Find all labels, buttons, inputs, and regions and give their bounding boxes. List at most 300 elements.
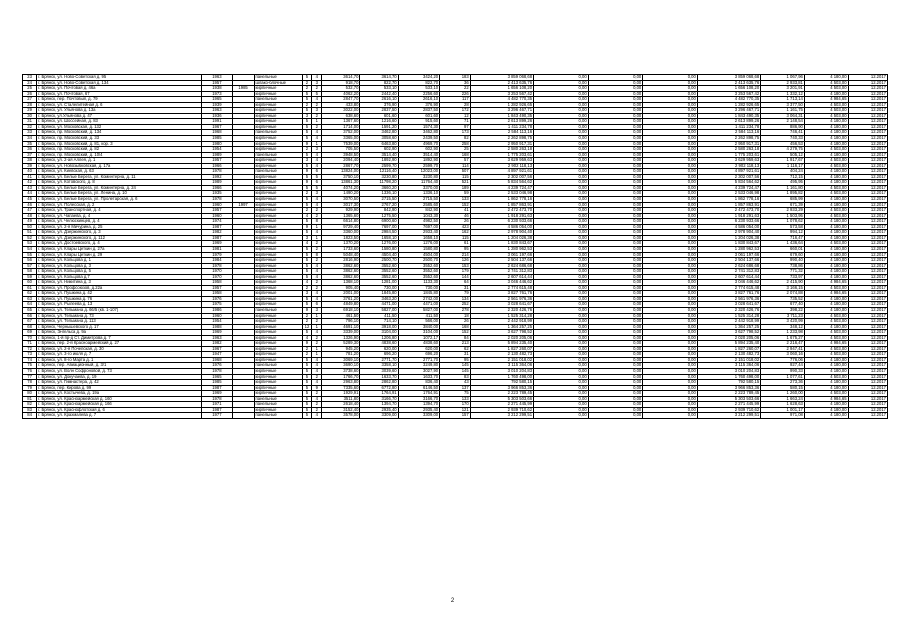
cell-entrances: 1: [312, 324, 322, 330]
cell-total-area: 433,80: [322, 102, 360, 108]
cell-year-built: 1976: [202, 296, 233, 302]
cell-total-cost: 792 580,15: [470, 380, 533, 386]
cell-owners-cost: 0,00: [643, 296, 698, 302]
cell-max-unit-cost: 4 180,00: [804, 402, 848, 408]
cell-budget-cost: 0,00: [588, 330, 643, 336]
cell-wall-material: кирпичные: [254, 158, 302, 164]
cell-year-built: 1989: [202, 180, 233, 186]
cell-row-number: 62: [23, 291, 37, 297]
cell-premises-area: 3358,10: [360, 363, 398, 369]
cell-premises-area: 714,10: [360, 319, 398, 325]
cell-wall-material: кирпичные: [254, 246, 302, 252]
cell-deadline: 12.2017: [848, 235, 887, 241]
cell-other-cost: 2 130 482,73: [697, 352, 760, 358]
cell-deadline: 12.2017: [848, 185, 887, 191]
cell-year-reconstruction: 1985: [232, 86, 254, 92]
cell-budget-cost: 0,00: [588, 380, 643, 386]
cell-max-unit-cost: 4 180,00: [804, 380, 848, 386]
cell-residential-area: 3370,00: [398, 185, 440, 191]
cell-deadline: 12.2017: [848, 75, 887, 81]
cell-deadline: 12.2017: [848, 352, 887, 358]
cell-fund-cost: 0,00: [534, 258, 589, 264]
cell-unit-cost: 660,01: [761, 246, 805, 252]
cell-budget-cost: 0,00: [588, 169, 643, 175]
cell-address: г. Брянск, пер. Почтовый, д. 79: [37, 97, 202, 103]
cell-deadline: 12.2017: [848, 202, 887, 208]
cell-residential-area: 730,00: [398, 285, 440, 291]
cell-total-cost: 1 830 843,67: [470, 241, 533, 247]
cell-deadline: 12.2017: [848, 380, 887, 386]
cell-row-number: 71: [23, 341, 37, 347]
cell-row-number: 54: [23, 246, 37, 252]
cell-deadline: 12.2017: [848, 147, 887, 153]
cell-residents-count: 145: [440, 363, 471, 369]
cell-other-cost: 3 629 959,63: [697, 158, 760, 164]
cell-residential-area: 5827,00: [398, 307, 440, 313]
cell-premises-area: 2442,40: [360, 91, 398, 97]
cell-deadline: 12.2017: [848, 413, 887, 419]
cell-premises-area: 3552,60: [360, 263, 398, 269]
cell-floors: 2: [302, 191, 312, 197]
cell-max-unit-cost: 4 503,00: [804, 191, 848, 197]
cell-floors: 5: [302, 385, 312, 391]
cell-residents-count: 95: [440, 357, 471, 363]
cell-max-unit-cost: 4 984,65: [804, 341, 848, 347]
cell-total-area: 1365,60: [322, 213, 360, 219]
cell-other-cost: 2 950 917,31: [697, 141, 760, 147]
cell-wall-material: панельные: [254, 169, 302, 175]
cell-row-number: 36: [23, 147, 37, 153]
cell-premises-area: 2599,70: [360, 163, 398, 169]
cell-total-cost: 2 624 686,68: [470, 263, 533, 269]
cell-total-cost: 2 774 615,48: [470, 285, 533, 291]
cell-deadline: 12.2017: [848, 224, 887, 230]
cell-owners-cost: 0,00: [643, 202, 698, 208]
cell-wall-material: кирпичные: [254, 191, 302, 197]
cell-year-built: 1978: [202, 263, 233, 269]
cell-total-cost: 1 204 026,38: [470, 235, 533, 241]
cell-year-built: 1985: [202, 136, 233, 142]
cell-premises-area: 3039,60: [360, 368, 398, 374]
cell-unit-cost: 740,33: [761, 136, 805, 142]
cell-entrances: 2: [312, 280, 322, 286]
cell-floors: 5: [302, 152, 312, 158]
cell-budget-cost: 0,00: [588, 141, 643, 147]
cell-residential-area: 3514,40: [398, 152, 440, 158]
cell-wall-material: кирпичные: [254, 258, 302, 264]
cell-floors: 2: [302, 80, 312, 86]
cell-row-number: 65: [23, 307, 37, 313]
cell-floors: 5: [302, 75, 312, 81]
cell-floors: 5: [302, 124, 312, 130]
cell-unit-cost: 2 148,54: [761, 119, 805, 125]
cell-year-built: 1938: [202, 86, 233, 92]
cell-year-built: 1957: [202, 208, 233, 214]
cell-row-number: 45: [23, 197, 37, 203]
cell-year-built: 1978: [202, 396, 233, 402]
cell-entrances: 2: [312, 213, 322, 219]
cell-residents-count: 226: [440, 91, 471, 97]
cell-premises-area: 2771,70: [360, 357, 398, 363]
cell-year-built: 1977: [202, 413, 233, 419]
cell-residents-count: 179: [440, 269, 471, 275]
cell-max-unit-cost: 4 503,00: [804, 374, 848, 380]
cell-deadline: 12.2017: [848, 163, 887, 169]
cell-total-area: 3022,00: [322, 108, 360, 114]
cell-entrances: 1: [312, 141, 322, 147]
cell-deadline: 12.2017: [848, 407, 887, 413]
cell-max-unit-cost: 4 180,00: [804, 174, 848, 180]
cell-budget-cost: 0,00: [588, 341, 643, 347]
cell-entrances: 6: [312, 169, 322, 175]
cell-owners-cost: 0,00: [643, 246, 698, 252]
cell-total-area: 3862,60: [322, 274, 360, 280]
cell-unit-cost: 348,12: [761, 324, 805, 330]
cell-address: г. Брянск, ул. Ново-Советская д. 134: [37, 80, 202, 86]
cell-unit-cost: 3 166,15: [761, 285, 805, 291]
cell-fund-cost: 0,00: [534, 191, 589, 197]
cell-fund-cost: 0,00: [534, 86, 589, 92]
cell-floors: 12: [302, 324, 312, 330]
cell-other-cost: 3 212 299,51: [697, 413, 760, 419]
cell-other-cost: 5 894 235,40: [697, 341, 760, 347]
cell-floors: 5: [302, 252, 312, 258]
cell-premises-area: 3230,80: [360, 174, 398, 180]
cell-row-number: 74: [23, 357, 37, 363]
cell-address: г. Брянск, ул. Пушкина д. 76: [37, 296, 202, 302]
cell-row-number: 37: [23, 152, 37, 158]
cell-residents-count: 162: [440, 230, 471, 236]
cell-floors: 5: [302, 258, 312, 264]
cell-row-number: 46: [23, 202, 37, 208]
cell-wall-material: кирпичные: [254, 324, 302, 330]
cell-year-built: 1980: [202, 141, 233, 147]
cell-owners-cost: 0,00: [643, 341, 698, 347]
cell-entrances: 1: [312, 119, 322, 125]
cell-unit-cost: 1 161,80: [761, 185, 805, 191]
cell-deadline: 12.2017: [848, 385, 887, 391]
cell-wall-material: панельные: [254, 396, 302, 402]
cell-wall-material: кирпичные: [254, 185, 302, 191]
cell-total-area: 1367,60: [322, 119, 360, 125]
cell-year-built: 1967: [202, 346, 233, 352]
cell-year-built: 1939: [202, 102, 233, 108]
cell-address: г. Брянск, ул. Дзержинского, д. 112: [37, 235, 202, 241]
cell-fund-cost: 0,00: [534, 341, 589, 347]
cell-owners-cost: 0,00: [643, 158, 698, 164]
cell-premises-area: 730,00: [360, 285, 398, 291]
cell-total-cost: 2 130 482,73: [470, 352, 533, 358]
cell-entrances: 8: [312, 252, 322, 258]
cell-address: г. Брянск, ул. Профсоюзов, д.22а: [37, 285, 202, 291]
cell-other-cost: 1 280 962,53: [697, 246, 760, 252]
cell-owners-cost: 0,00: [643, 97, 698, 103]
cell-residential-area: 1276,00: [398, 241, 440, 247]
cell-other-cost: 792 580,15: [697, 380, 760, 386]
cell-entrances: 4: [312, 197, 322, 203]
cell-row-number: 58: [23, 269, 37, 275]
cell-row-number: 35: [23, 141, 37, 147]
cell-owners-cost: 0,00: [643, 285, 698, 291]
cell-row-number: 29: [23, 108, 37, 114]
cell-fund-cost: 0,00: [534, 241, 589, 247]
cell-fund-cost: 0,00: [534, 313, 589, 319]
cell-owners-cost: 0,00: [643, 263, 698, 269]
cell-residential-area: 376,90: [398, 102, 440, 108]
cell-wall-material: кирпичные: [254, 136, 302, 142]
cell-row-number: 84: [23, 413, 37, 419]
cell-total-area: 2847,70: [322, 97, 360, 103]
cell-address: г. Брянск, ул. Пушкина д. 42: [37, 291, 202, 297]
cell-unit-cost: 712,15: [761, 174, 805, 180]
cell-residential-area: 3027,90: [398, 368, 440, 374]
cell-row-number: 48: [23, 213, 37, 219]
cell-fund-cost: 0,00: [534, 224, 589, 230]
cell-budget-cost: 0,00: [588, 224, 643, 230]
cell-entrances: 3: [312, 80, 322, 86]
cell-year-built: 1970: [202, 274, 233, 280]
cell-year-built: 1987: [202, 224, 233, 230]
cell-deadline: 12.2017: [848, 263, 887, 269]
cell-residents-count: 507: [440, 169, 471, 175]
cell-residents-count: 423: [440, 224, 471, 230]
cell-deadline: 12.2017: [848, 130, 887, 136]
cell-entrances: 2: [312, 407, 322, 413]
cell-max-unit-cost: 4 180,00: [804, 235, 848, 241]
cell-row-number: 30: [23, 113, 37, 119]
cell-floors: 5: [302, 91, 312, 97]
cell-year-built: 1965: [202, 374, 233, 380]
cell-address: г. Брянск, ул. Тельмана д. 113: [37, 319, 202, 325]
cell-address: г. Брянск, ул. Транспортная, д. 4: [37, 208, 202, 214]
cell-deadline: 12.2017: [848, 174, 887, 180]
cell-residential-area: 4504,00: [398, 252, 440, 258]
cell-year-built: 1954: [202, 319, 233, 325]
cell-premises-area: 376,90: [360, 102, 398, 108]
cell-unit-cost: 927,44: [761, 363, 805, 369]
cell-floors: 2: [302, 208, 312, 214]
cell-year-built: 1958: [202, 291, 233, 297]
cell-other-cost: 6 230 933,66: [697, 219, 760, 225]
cell-max-unit-cost: 4 180,00: [804, 124, 848, 130]
cell-wall-material: кирпичные: [254, 280, 302, 286]
cell-residents-count: 133: [440, 396, 471, 402]
cell-entrances: 5: [312, 185, 322, 191]
cell-unit-cost: 1 233,98: [761, 330, 805, 336]
cell-total-area: 3360,00: [322, 230, 360, 236]
cell-fund-cost: 0,00: [534, 296, 589, 302]
cell-max-unit-cost: 4 503,00: [804, 352, 848, 358]
cell-max-unit-cost: 4 180,00: [804, 75, 848, 81]
cell-residential-area: 1845,80: [398, 291, 440, 297]
cell-fund-cost: 0,00: [534, 119, 589, 125]
cell-budget-cost: 0,00: [588, 174, 643, 180]
cell-unit-cost: 2 947,41: [761, 346, 805, 352]
cell-address: г. Брянск, ул. Белые Берега, ул. Коминтерна, д. 11: [37, 174, 202, 180]
cell-deadline: 12.2017: [848, 363, 887, 369]
cell-total-area: 3152,40: [322, 407, 360, 413]
cell-fund-cost: 0,00: [534, 269, 589, 275]
cell-unit-cost: 3 377,50: [761, 102, 805, 108]
cell-premises-area: 1591,20: [360, 124, 398, 130]
cell-owners-cost: 0,00: [643, 180, 698, 186]
cell-other-cost: 2 472 473,70: [697, 208, 760, 214]
cell-deadline: 12.2017: [848, 97, 887, 103]
cell-entrances: 2: [312, 319, 322, 325]
cell-budget-cost: 0,00: [588, 158, 643, 164]
cell-unit-cost: 1 663,24: [761, 396, 805, 402]
cell-wall-material: кирпичные: [254, 197, 302, 203]
cell-fund-cost: 0,00: [534, 352, 589, 358]
cell-total-area: 2001,00: [322, 291, 360, 297]
cell-floors: 5: [302, 185, 312, 191]
cell-entrances: 5: [312, 174, 322, 180]
cell-deadline: 12.2017: [848, 368, 887, 374]
cell-unit-cost: 990,33: [761, 368, 805, 374]
cell-entrances: 4: [312, 230, 322, 236]
cell-row-number: 42: [23, 180, 37, 186]
cell-budget-cost: 0,00: [588, 108, 643, 114]
cell-address: г. Брянск, ул. Ново-Советская д. 95: [37, 75, 202, 81]
cell-total-area: 918,70: [322, 80, 360, 86]
cell-row-number: 61: [23, 285, 37, 291]
cell-fund-cost: 0,00: [534, 174, 589, 180]
cell-max-unit-cost: 4 180,00: [804, 413, 848, 419]
cell-row-number: 43: [23, 185, 37, 191]
cell-address: г. Брянск, ул. Белые Берега, ул. Пролетарская, д. 6: [37, 197, 202, 203]
cell-owners-cost: 0,00: [643, 224, 698, 230]
cell-entrances: 3: [312, 147, 322, 153]
cell-max-unit-cost: 4 503,00: [804, 163, 848, 169]
cell-year-built: 1960: [202, 213, 233, 219]
cell-residential-area: 2256,60: [398, 91, 440, 97]
cell-unit-cost: 3 711,23: [761, 313, 805, 319]
cell-year-built: 1970: [202, 269, 233, 275]
cell-total-cost: 3 627 798,52: [470, 330, 533, 336]
cell-year-built: 1971: [202, 402, 233, 408]
cell-premises-area: 2837,50: [360, 108, 398, 114]
cell-year-built: 1965: [202, 97, 233, 103]
cell-other-cost: 3 028 641,67: [697, 302, 760, 308]
cell-wall-material: кирпичные: [254, 180, 302, 186]
cell-max-unit-cost: 4 180,00: [804, 136, 848, 142]
cell-unit-cost: 1 077,61: [761, 374, 805, 380]
cell-address: г. Брянск, ул. Белые Берега, ул. Коминтерна, д. 24: [37, 185, 202, 191]
cell-other-cost: 1 857 863,91: [697, 202, 760, 208]
cell-floors: 5: [302, 97, 312, 103]
cell-total-cost: 2 320 426,76: [470, 307, 533, 313]
cell-other-cost: 3 253 567,42: [697, 91, 760, 97]
cell-unit-cost: 1 078,62: [761, 219, 805, 225]
cell-fund-cost: 0,00: [534, 235, 589, 241]
cell-entrances: 2: [312, 285, 322, 291]
cell-max-unit-cost: 4 180,00: [804, 363, 848, 369]
cell-residents-count: 153: [440, 263, 471, 269]
cell-unit-cost: 1 161,75: [761, 108, 805, 114]
cell-total-cost: 3 028 641,67: [470, 302, 533, 308]
cell-fund-cost: 0,00: [534, 280, 589, 286]
cell-residential-area: 1043,30: [398, 213, 440, 219]
cell-residential-area: 1633,70: [398, 374, 440, 380]
cell-fund-cost: 0,00: [534, 147, 589, 153]
cell-floors: 5: [302, 202, 312, 208]
cell-owners-cost: 0,00: [643, 136, 698, 142]
cell-deadline: 12.2017: [848, 357, 887, 363]
cell-residential-area: 1394,70: [398, 402, 440, 408]
cell-wall-material: кирпичные: [254, 346, 302, 352]
cell-entrances: 2: [312, 391, 322, 397]
cell-owners-cost: 0,00: [643, 119, 698, 125]
cell-entrances: 2: [312, 246, 322, 252]
cell-residential-area: 1580,80: [398, 246, 440, 252]
cell-total-area: 3614,70: [322, 75, 360, 81]
cell-total-area: 2963,80: [322, 380, 360, 386]
cell-wall-material: панельные: [254, 402, 302, 408]
cell-budget-cost: 0,00: [588, 235, 643, 241]
cell-row-number: 75: [23, 363, 37, 369]
cell-unit-cost: 495,95: [761, 180, 805, 186]
cell-total-area: 905,40: [322, 285, 360, 291]
cell-entrances: 3: [312, 191, 322, 197]
cell-residential-area: 4838,60: [398, 341, 440, 347]
cell-deadline: 12.2017: [848, 80, 887, 86]
cell-budget-cost: 0,00: [588, 75, 643, 81]
cell-year-built: 1973: [202, 91, 233, 97]
cell-floors: 9: [302, 180, 312, 186]
cell-max-unit-cost: 4 180,00: [804, 324, 848, 330]
cell-max-unit-cost: 4 180,00: [804, 224, 848, 230]
cell-max-unit-cost: 4 503,00: [804, 80, 848, 86]
cell-max-unit-cost: 4 180,00: [804, 269, 848, 275]
cell-total-cost: 1 280 962,53: [470, 246, 533, 252]
cell-total-cost: 2 533 046,98: [470, 191, 533, 197]
cell-deadline: 12.2017: [848, 296, 887, 302]
cell-year-built: 1991: [202, 119, 233, 125]
cell-deadline: 12.2017: [848, 269, 887, 275]
cell-residents-count: 157: [440, 413, 471, 419]
cell-budget-cost: 0,00: [588, 230, 643, 236]
cell-unit-cost: 3 201,91: [761, 86, 805, 92]
cell-fund-cost: 0,00: [534, 80, 589, 86]
cell-total-area: 929,90: [322, 208, 360, 214]
cell-fund-cost: 0,00: [534, 202, 589, 208]
cell-residents-count: 75: [440, 391, 471, 397]
cell-residential-area: 533,10: [398, 86, 440, 92]
cell-residential-area: 2771,70: [398, 357, 440, 363]
cell-residential-area: 2935,40: [398, 407, 440, 413]
cell-residential-area: 620,00: [398, 346, 440, 352]
cell-total-cost: 2 584 113,16: [470, 130, 533, 136]
cell-floors: 5: [302, 119, 312, 125]
cell-total-cost: 1 411 234,78: [470, 124, 533, 130]
cell-floors: 2: [302, 147, 312, 153]
cell-entrances: 1: [312, 224, 322, 230]
cell-entrances: 4: [312, 263, 322, 269]
cell-year-built: 1968: [202, 357, 233, 363]
cell-fund-cost: 0,00: [534, 136, 589, 142]
cell-budget-cost: 0,00: [588, 402, 643, 408]
cell-max-unit-cost: 4 984,65: [804, 396, 848, 402]
cell-owners-cost: 0,00: [643, 302, 698, 308]
cell-residents-count: 36: [440, 80, 471, 86]
cell-address: г. Брянск, ул. Костычева, д. 19а: [37, 391, 202, 397]
cell-premises-area: 411,50: [360, 313, 398, 319]
cell-unit-cost: 505,12: [761, 152, 805, 158]
cell-year-built: 1982: [202, 230, 233, 236]
cell-row-number: 47: [23, 208, 37, 214]
cell-year-built: 1968: [202, 130, 233, 136]
cell-wall-material: кирпичные: [254, 252, 302, 258]
